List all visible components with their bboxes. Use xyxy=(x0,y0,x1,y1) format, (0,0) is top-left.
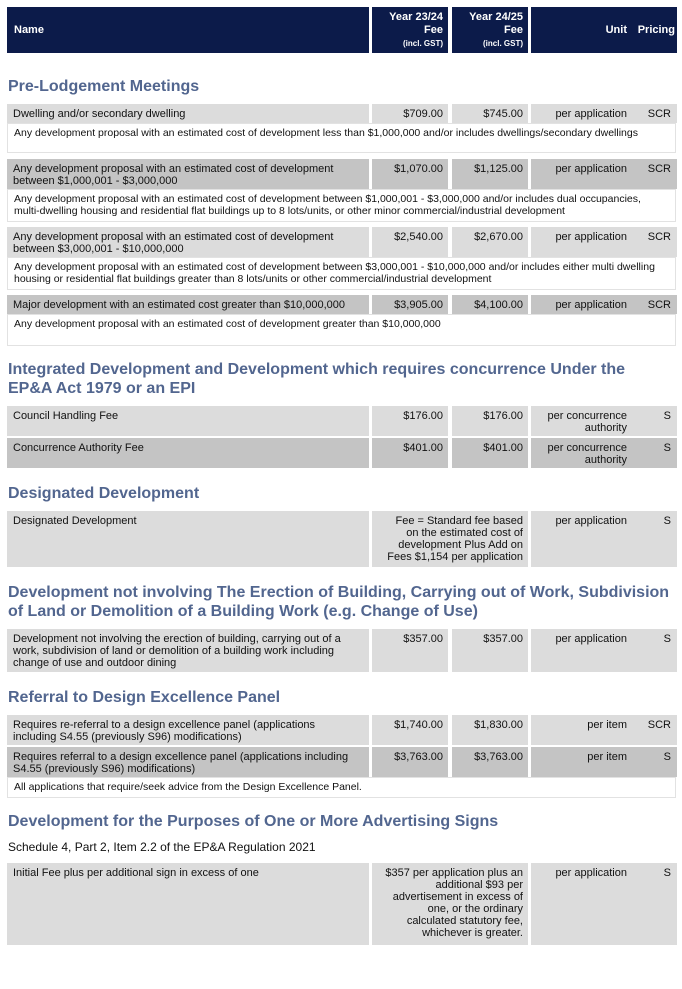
name-text-line: Requires referral to a design excellence panel (applications including xyxy=(13,751,349,763)
table-row-name: Any development proposal with an estimated cost of development between $1,000,001 - $3,000,000 xyxy=(7,159,369,189)
unit-pricing-cell: per application S xyxy=(531,629,677,672)
section-title-line: Integrated Development and Development which requires concurrence Under the xyxy=(8,361,626,378)
fee-text-line: advertisement in excess of xyxy=(392,891,523,903)
fee-2324-cell: $176.00 xyxy=(372,406,448,436)
fee-2324-cell: $2,540.00 xyxy=(372,227,448,257)
header-year1-gst-label: (incl. GST) xyxy=(403,39,443,48)
section-title-line: of Land or Demolition of a Building Work (e.g. Change of Use) xyxy=(8,603,478,620)
table-row-name: Council Handling Fee xyxy=(7,406,369,436)
unit-pricing-cell: per application SCR xyxy=(531,159,677,189)
fee-2324-cell: $3,763.00 xyxy=(372,747,448,777)
name-text-line: S4.55 (previously S96) modifications) xyxy=(13,763,196,775)
unit-pricing-cell: per application S xyxy=(531,511,677,567)
table-row-name xyxy=(7,715,369,745)
fee-text-line: Fee = Standard fee based xyxy=(395,515,523,527)
unit-pricing-cell: per application SCR xyxy=(531,295,677,314)
table-row-name: Major development with an estimated cost greater than $10,000,000 xyxy=(7,295,369,314)
column-header-fee-2324 xyxy=(372,7,448,53)
header-year1-fee-label: Fee xyxy=(424,24,443,36)
fee-2425-cell: $357.00 xyxy=(452,629,528,672)
name-text-line: work, subdivision of land or demolition of a building work including xyxy=(13,645,335,657)
table-row-name xyxy=(7,747,369,777)
fee-2425-cell: $2,670.00 xyxy=(452,227,528,257)
row-description: Any development proposal with an estimated cost of development between $1,000,001 - $3,000,000 and/or includes dual occupancies, multi-dwelling housing and residential flat buildings up to 8 lots/units, or other minor commercial/industrial development xyxy=(7,189,676,222)
name-text-line: Development not involving the erection of building, carrying out of a xyxy=(13,633,341,645)
section-subtitle: Schedule 4, Part 2, Item 2.2 of the EP&A Regulation 2021 xyxy=(8,840,316,854)
fee-2425-cell: $1,830.00 xyxy=(452,715,528,745)
fee-text-line: calculated statutory fee, xyxy=(406,915,523,927)
section-title-line: Development not involving The Erection of Building, Carrying out of Work, Subdivision xyxy=(8,584,670,601)
header-year2-gst-label: (incl. GST) xyxy=(483,39,523,48)
header-year1-label: Year 23/24 xyxy=(389,11,443,23)
fee-text-line: $357 per application plus an xyxy=(385,867,523,879)
fee-2425-cell: $176.00 xyxy=(452,406,528,436)
fee-2425-cell: $401.00 xyxy=(452,438,528,468)
header-year2-label: Year 24/25 xyxy=(469,11,523,23)
fee-2324-cell: $401.00 xyxy=(372,438,448,468)
name-text-line: change of use and outdoor dining xyxy=(13,657,177,669)
table-row-name: Designated Development xyxy=(7,511,369,567)
row-description: Any development proposal with an estimated cost of development less than $1,000,000 and/or includes dwellings/secondary dwellings xyxy=(7,123,676,153)
fee-text-line: one, or the ordinary xyxy=(427,903,523,915)
fee-text-line: development Plus Add on xyxy=(398,539,523,551)
column-header-name xyxy=(7,7,369,53)
fee-2425-cell: $3,763.00 xyxy=(452,747,528,777)
row-description: Any development proposal with an estimated cost of development between $3,000,001 - $10,000,000 and/or includes either multi dwelling housing or residential flat buildings greater than 8 lots/units or other commercial/industrial development xyxy=(7,257,676,290)
unit-pricing-cell: per application S xyxy=(531,863,677,945)
row-description: All applications that require/seek advice from the Design Excellence Panel. xyxy=(7,777,676,798)
row-description: Any development proposal with an estimated cost of development greater than $10,000,000 xyxy=(7,314,676,346)
fee-cell-merged xyxy=(372,863,528,945)
fee-text-line: Fees $1,154 per application xyxy=(387,551,523,563)
unit-pricing-cell: per concurrence authority S xyxy=(531,438,677,468)
section-title-referral: Referral to Design Excellence Panel xyxy=(8,689,281,706)
section-title-designated: Designated Development xyxy=(8,485,200,502)
header-name-label: Name xyxy=(14,24,44,36)
fee-2425-cell: $745.00 xyxy=(452,104,528,123)
table-row-name: Dwelling and/or secondary dwelling xyxy=(7,104,369,123)
column-header-fee-2425 xyxy=(452,7,528,53)
fee-2425-cell: $4,100.00 xyxy=(452,295,528,314)
fee-2425-cell: $1,125.00 xyxy=(452,159,528,189)
fee-2324-cell: $357.00 xyxy=(372,629,448,672)
section-title-advertising: Development for the Purposes of One or More Advertising Signs xyxy=(8,813,499,830)
header-year2-fee-label: Fee xyxy=(504,24,523,36)
unit-pricing-cell: per item SCR xyxy=(531,715,677,745)
table-row-name xyxy=(7,629,369,672)
unit-pricing-cell: per concurrence authority S xyxy=(531,406,677,436)
unit-pricing-cell: per application SCR xyxy=(531,227,677,257)
fee-2324-cell: $1,740.00 xyxy=(372,715,448,745)
fee-text-line: whichever is greater. xyxy=(422,927,523,939)
table-row-name: Concurrence Authority Fee xyxy=(7,438,369,468)
section-title-non-erection xyxy=(8,583,669,621)
table-row-name: Any development proposal with an estimated cost of development between $3,000,001 - $10,000,000 xyxy=(7,227,369,257)
name-text-line: Requires re-referral to a design excellence panel (applications xyxy=(13,719,316,731)
unit-pricing-cell: per item S xyxy=(531,747,677,777)
fee-cell-merged xyxy=(372,511,528,567)
section-title-prelodgement: Pre-Lodgement Meetings xyxy=(8,78,200,95)
fee-2324-cell: $1,070.00 xyxy=(372,159,448,189)
table-row-name: Initial Fee plus per additional sign in excess of one xyxy=(7,863,369,945)
header-pricing-label: Pricing xyxy=(637,24,675,36)
column-header-unit-pricing xyxy=(531,7,677,53)
header-unit-label: Unit xyxy=(605,24,627,36)
fee-2324-cell: $709.00 xyxy=(372,104,448,123)
section-title-integrated xyxy=(8,360,625,398)
fee-text-line: additional $93 per xyxy=(435,879,523,891)
fee-2324-cell: $3,905.00 xyxy=(372,295,448,314)
name-text-line: including S4.55 (previously S96) modifications) xyxy=(13,731,242,743)
section-title-line: EP&A Act 1979 or an EPI xyxy=(8,380,196,397)
fee-text-line: on the estimated cost of xyxy=(406,527,523,539)
unit-pricing-cell: per application SCR xyxy=(531,104,677,123)
